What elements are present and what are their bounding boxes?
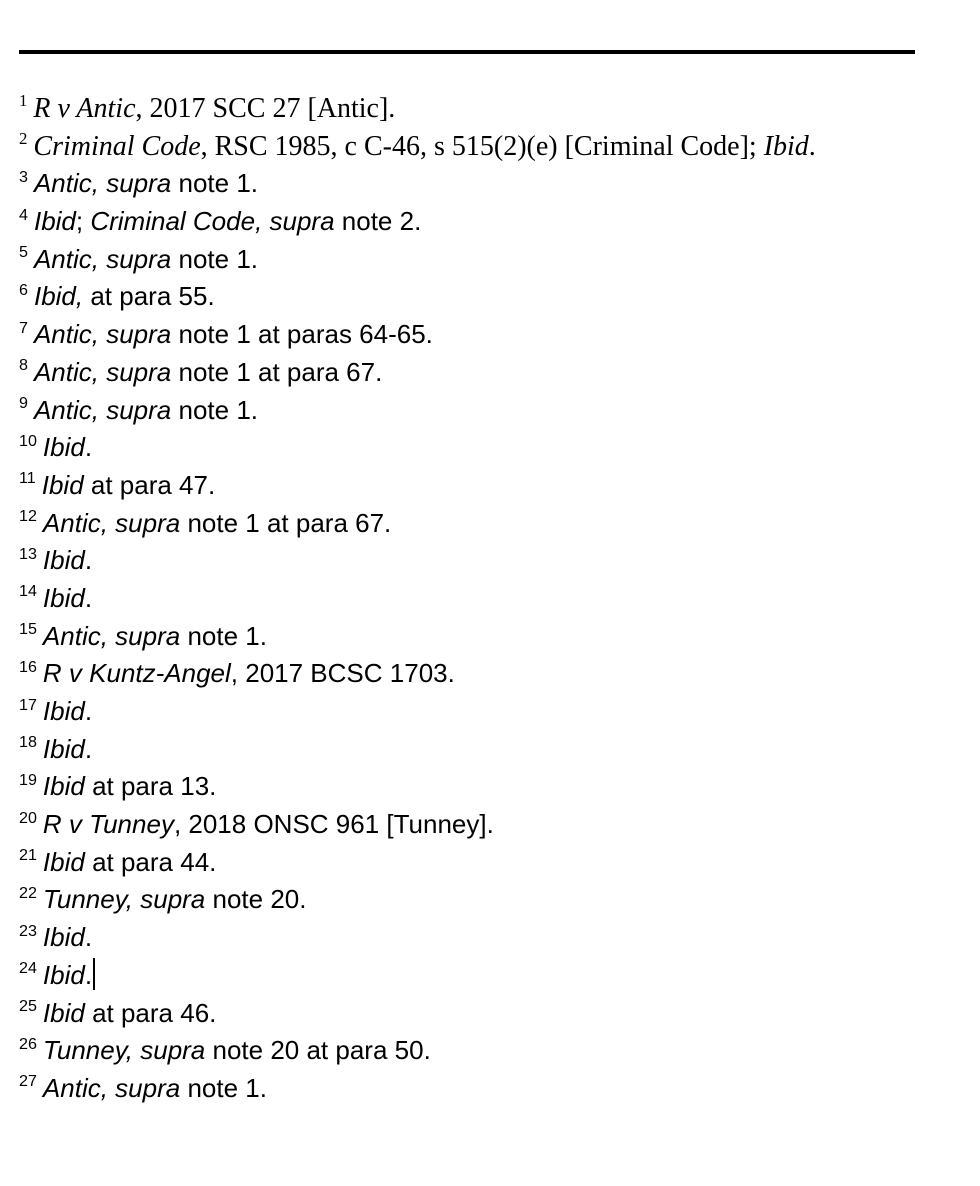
citation-text: , 2017 SCC 27 [Antic]. xyxy=(135,93,396,124)
citation-italic-text: R v Tunney xyxy=(42,809,174,840)
footnote-11[interactable] xyxy=(19,467,959,505)
footnote-9[interactable] xyxy=(19,392,959,430)
footnote-number: 10 xyxy=(19,431,37,450)
citation-italic-text: Criminal Code, supra xyxy=(90,206,335,237)
citation-text: note 1. xyxy=(171,394,258,425)
footnote-16[interactable] xyxy=(19,655,959,693)
citation-italic-text: R v Antic xyxy=(33,93,136,124)
footnote-number: 11 xyxy=(19,469,36,488)
footnote-number: 5 xyxy=(19,243,28,262)
citation-text: note 1 at para 67. xyxy=(180,507,392,538)
citation-italic-text: Ibid xyxy=(42,846,85,877)
citation-italic-text: Ibid xyxy=(42,771,85,802)
citation-italic-text: Ibid xyxy=(41,469,84,500)
footnote-21[interactable] xyxy=(19,844,959,882)
footnote-7[interactable] xyxy=(19,316,959,354)
footnote-18[interactable] xyxy=(19,731,959,769)
footnote-number: 22 xyxy=(19,883,37,902)
footnote-20[interactable] xyxy=(19,806,959,844)
citation-italic-text: Ibid xyxy=(42,959,85,990)
footnote-15[interactable] xyxy=(19,618,959,656)
footnote-number: 7 xyxy=(19,318,28,337)
citation-text: , 2018 ONSC 961 [Tunney]. xyxy=(173,809,494,840)
footnote-23[interactable] xyxy=(19,919,959,957)
footnote-27[interactable] xyxy=(19,1070,959,1108)
footnote-number: 21 xyxy=(19,846,37,865)
footnote-number: 19 xyxy=(19,770,37,789)
citation-italic-text: Criminal Code xyxy=(33,130,201,162)
citation-italic-text: R v Kuntz-Angel xyxy=(42,658,231,689)
citation-text: note 20 at para 50. xyxy=(205,1035,431,1066)
footnote-number: 14 xyxy=(19,582,37,601)
footnote-22[interactable] xyxy=(19,881,959,919)
citation-italic-text: Ibid xyxy=(42,696,85,726)
footnote-12[interactable] xyxy=(19,505,959,543)
footnote-24[interactable] xyxy=(19,957,959,995)
footnote-number: 1 xyxy=(19,91,28,111)
footnote-10[interactable] xyxy=(19,429,959,467)
citation-italic-text: Ibid xyxy=(42,922,85,953)
footnote-number: 16 xyxy=(19,657,37,676)
citation-italic-text: Ibid xyxy=(42,432,85,463)
footnotes-list xyxy=(19,90,959,1108)
citation-italic-text: Ibid xyxy=(42,545,85,576)
citation-text: at para 44. xyxy=(84,846,217,877)
citation-italic-text: Antic, supra xyxy=(42,507,181,538)
citation-text: note 1 at paras 64-65. xyxy=(171,319,433,350)
citation-text: note 1 at para 67. xyxy=(171,356,383,387)
citation-text: note 1. xyxy=(171,168,258,199)
footnote-17[interactable] xyxy=(19,693,959,731)
citation-italic-text: Tunney, supra xyxy=(42,884,206,915)
footnote-3[interactable] xyxy=(19,165,959,203)
footnote-number: 23 xyxy=(19,921,37,940)
footnote-number: 2 xyxy=(19,128,28,148)
footnote-26[interactable] xyxy=(19,1032,959,1070)
citation-text: , 2017 BCSC 1703. xyxy=(230,658,455,689)
footnote-1[interactable] xyxy=(19,90,959,128)
citation-text: . xyxy=(84,733,93,764)
footnote-number: 15 xyxy=(19,620,37,639)
citation-text: ; xyxy=(75,206,91,237)
footnote-number: 27 xyxy=(19,1072,37,1091)
citation-italic-text: Antic, supra xyxy=(33,243,172,274)
footnote-number: 13 xyxy=(19,544,37,563)
footnote-8[interactable] xyxy=(19,354,959,392)
footnote-number: 12 xyxy=(19,507,37,526)
citation-italic-text: Ibid, xyxy=(33,281,84,312)
footnote-number: 4 xyxy=(19,205,28,224)
footnote-number: 17 xyxy=(19,695,37,714)
citation-italic-text: Ibid xyxy=(42,997,85,1028)
footnote-number: 24 xyxy=(19,959,37,978)
citation-italic-text: Ibid xyxy=(42,582,85,613)
citation-italic-text: Antic, supra xyxy=(42,1072,181,1103)
footnote-4[interactable] xyxy=(19,203,959,241)
citation-text: . xyxy=(84,545,93,576)
citation-text: . xyxy=(84,922,93,953)
footnote-13[interactable] xyxy=(19,542,959,580)
footnote-number: 25 xyxy=(19,997,37,1016)
text-cursor xyxy=(93,958,95,990)
citation-italic-text: Ibid xyxy=(33,206,76,237)
footnote-number: 6 xyxy=(19,280,28,299)
footnote-separator-rule xyxy=(19,50,915,54)
footnote-6[interactable] xyxy=(19,278,959,316)
citation-italic-text: Tunney, supra xyxy=(42,1035,206,1066)
citation-text: . xyxy=(84,696,93,726)
citation-text: note 1. xyxy=(171,243,258,274)
footnote-number: 3 xyxy=(19,167,28,186)
footnote-number: 9 xyxy=(19,394,28,413)
citation-italic-text: Ibid xyxy=(763,130,809,162)
citation-text: at para 13. xyxy=(84,771,217,802)
footnote-number: 26 xyxy=(19,1034,37,1053)
citation-text: note 1. xyxy=(180,1072,267,1103)
citation-italic-text: Antic, supra xyxy=(42,620,181,651)
citation-italic-text: Antic, supra xyxy=(33,394,172,425)
citation-text: note 2. xyxy=(334,206,422,237)
footnote-2[interactable] xyxy=(19,128,959,166)
footnote-number: 8 xyxy=(19,356,28,375)
citation-text: note 20. xyxy=(205,884,307,915)
footnote-19[interactable] xyxy=(19,768,959,806)
citation-text: . xyxy=(84,432,93,463)
citation-text: at para 55. xyxy=(83,281,215,312)
citation-text: at para 46. xyxy=(84,997,217,1028)
citation-text: . xyxy=(808,130,816,162)
footnote-5[interactable] xyxy=(19,241,959,279)
footnote-number: 18 xyxy=(19,733,37,752)
citation-italic-text: Antic, supra xyxy=(33,356,172,387)
footnote-25[interactable] xyxy=(19,995,959,1033)
citation-text: at para 47. xyxy=(83,469,216,500)
citation-italic-text: Antic, supra xyxy=(33,319,172,350)
citation-text: . xyxy=(84,582,93,613)
citation-text: , RSC 1985, c C-46, s 515(2)(e) [Criminal Code]; xyxy=(200,130,764,162)
citation-italic-text: Antic, supra xyxy=(33,168,172,199)
footnote-14[interactable] xyxy=(19,580,959,618)
footnote-number: 20 xyxy=(19,808,37,827)
citation-italic-text: Ibid xyxy=(42,733,85,764)
citation-text: . xyxy=(84,959,93,990)
citation-text: note 1. xyxy=(180,620,267,651)
